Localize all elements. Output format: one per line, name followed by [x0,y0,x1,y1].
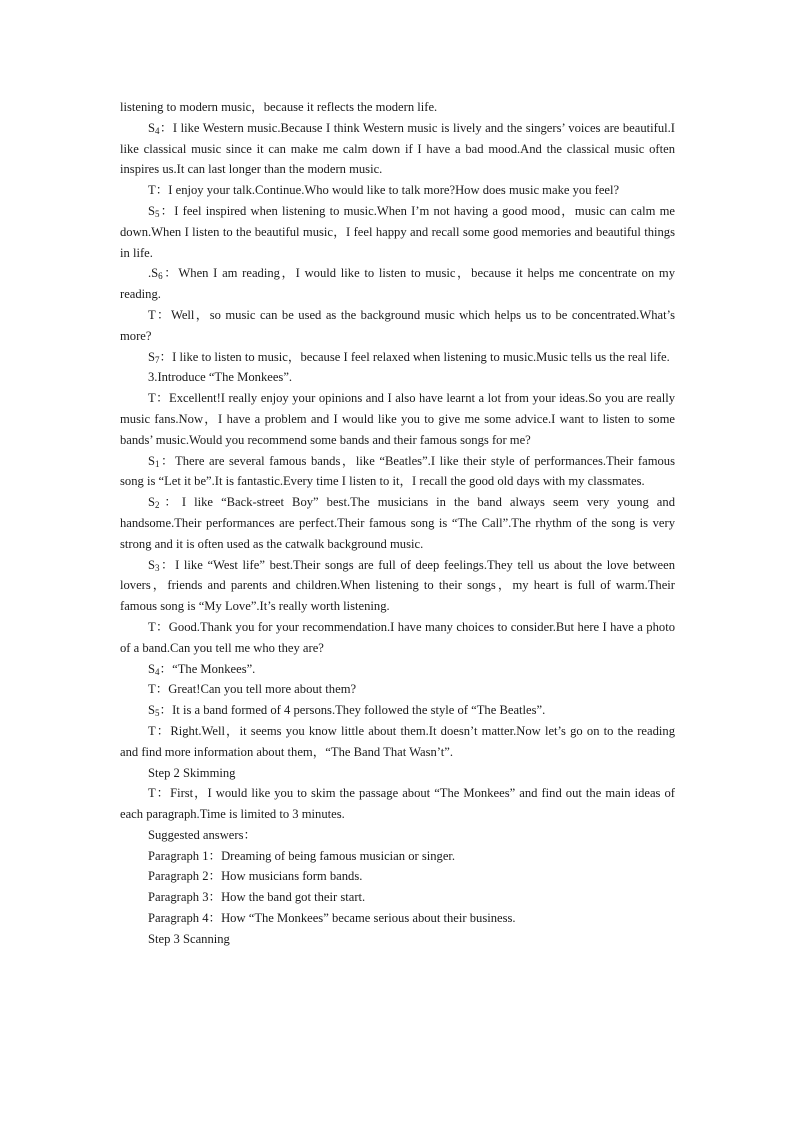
paragraph-text: ：I like “Back-street Boy” best.The musicians in the band always seem very young and handsome.Their performances are perfect.Their famous song is “The Call”.The rhythm of the song is very strong and it is often used as the catwalk background music. [120,495,675,551]
paragraph [120,451,675,493]
paragraph [120,201,675,263]
paragraph-text: T：Good.Thank you for your recommendation.I have many choices to consider.But here I have a photo of a band.Can you tell me who they are? [120,619,675,655]
list-item [120,887,675,908]
speaker-label: S [148,120,156,135]
speaker-label: S [148,703,156,718]
paragraph [120,659,675,680]
speaker-number: 5 [155,208,160,219]
list-item [120,846,675,867]
paragraph [120,679,675,700]
section-heading [120,929,675,950]
paragraph-text: ：I like “West life” best.Their songs are full of deep feelings.They tell us about the love between lovers，friends and parents and children.When listening to their songs，my heart is full of warm.Their famous song is “My Love”.It’s really worth listening. [120,557,675,614]
paragraph-text: ：It is a band formed of 4 persons.They followed the style of “The Beatles”. [159,703,546,718]
speaker-number: 7 [155,354,160,365]
speaker-number: 2 [155,500,160,511]
paragraph-text: T：I enjoy your talk.Continue.Who would like to talk more?How does music make you feel? [148,183,620,198]
paragraph-text: T：Excellent!I really enjoy your opinions and I also have learnt a lot from your ideas.So you are really music fans.Now，I have a problem and I would like you to give me some advice.I want to listen to some bands’ music.Would you recommend some bands and their famous songs for me? [120,391,675,447]
section-heading [120,763,675,784]
paragraph-text: ：When I am reading，I would like to listen to music，because it helps me concentrate on my reading. [120,266,675,302]
paragraph-text: ：I like Western music.Because I think Western music is lively and the singers’ voices are beautiful.I like classical music since it can make me calm down if I have a bad mood.And the classical music often inspires us.It can last longer than the modern music. [120,120,675,177]
paragraph [120,700,675,721]
paragraph-text: T：Great!Can you tell more about them? [148,682,357,697]
paragraph-text: Suggested answers： [148,827,257,842]
paragraph-text: ：I feel inspired when listening to music.When I’m not having a good mood，music can calm me down.When I listen to the beautiful music，I feel happy and recall some good memories and beautiful things in life. [120,203,675,260]
paragraph-text: listening to modern music，because it reflects the modern life. [120,100,438,114]
speaker-label: S [148,349,156,364]
section-heading [120,367,675,388]
paragraph [120,305,675,347]
document-page [120,97,675,950]
paragraph-text: Step 3 Scanning [148,931,230,946]
paragraph [120,492,675,554]
paragraph [120,97,675,118]
speaker-number: 1 [155,458,160,469]
paragraph [120,555,675,617]
speaker-number: 5 [155,708,160,719]
speaker-number: 3 [155,562,160,573]
paragraph [120,721,675,763]
paragraph [120,617,675,659]
paragraph-text: Paragraph 4：How “The Monkees” became serious about their business. [148,911,516,926]
paragraph-text: Step 2 Skimming [148,765,236,780]
paragraph [120,783,675,825]
paragraph-text: ：I like to listen to music，because I feel relaxed when listening to music.Music tells us the real life. [159,349,670,364]
paragraph-text: T：Well，so music can be used as the background music which helps us to be concentrated.What’s more? [120,307,675,343]
list-item [120,866,675,887]
paragraph [120,180,675,201]
speaker-number: 4 [155,125,160,136]
speaker-label: S [148,453,156,468]
speaker-label: S [148,495,156,510]
paragraph-text: ：“The Monkees”. [159,661,256,676]
speaker-number: 4 [155,666,160,677]
speaker-label: S [148,661,156,676]
paragraph-text: Paragraph 2：How musicians form bands. [148,869,363,884]
paragraph-text: T：Right.Well，it seems you know little about them.It doesn’t matter.Now let’s go on to the reading and find more information about them，“The Band That Wasn’t”. [120,723,675,759]
paragraph [120,347,675,368]
paragraph [120,118,675,180]
speaker-number: 6 [158,271,163,282]
paragraph [120,263,675,305]
paragraph-text: T：First，I would like you to skim the passage about “The Monkees” and find out the main ideas of each paragraph.Time is limited to 3 minutes. [120,786,675,822]
paragraph-text: Paragraph 3：How the band got their start. [148,890,366,905]
speaker-label: S [151,266,159,281]
paragraph-text: ：There are several famous bands，like “Beatles”.I like their style of performances.Their famous song is “Let it be”.It is fantastic.Every time I listen to it，I recall the good old days with my classmates. [120,453,675,489]
speaker-label: S [148,203,156,218]
paragraph [120,388,675,450]
speaker-label: S [148,557,156,572]
paragraph [120,825,675,846]
list-item [120,908,675,929]
paragraph-text: Paragraph 1：Dreaming of being famous musician or singer. [148,848,456,863]
paragraph-text: 3.Introduce “The Monkees”. [148,370,293,385]
paragraph-prefix: . [148,266,152,281]
